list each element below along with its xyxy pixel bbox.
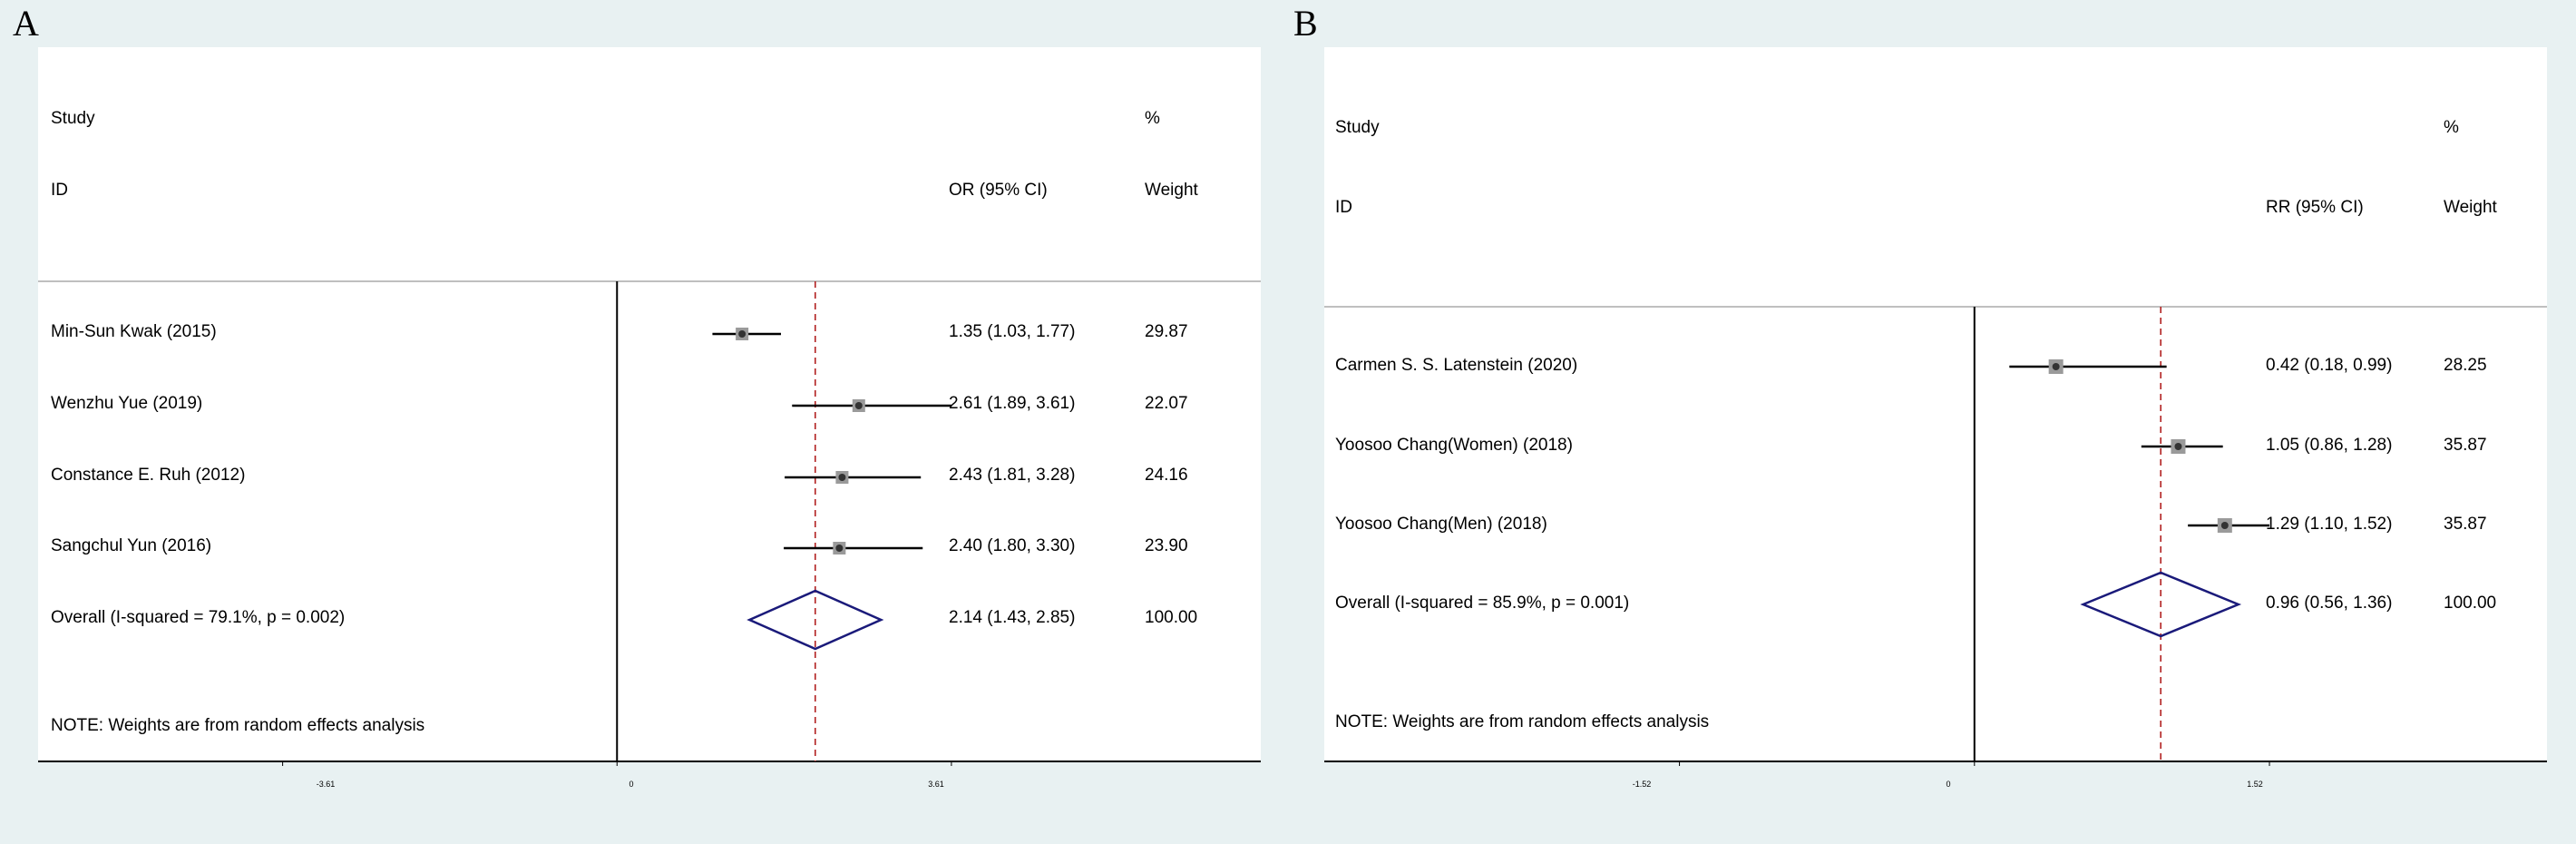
- header-weight: Weight: [1145, 181, 1198, 200]
- header-id: ID: [1335, 198, 1352, 217]
- overall-label: Overall (I-squared = 79.1%, p = 0.002): [51, 608, 346, 627]
- study-ci: 1.05 (0.86, 1.28): [2266, 436, 2393, 455]
- forest-plot-b: [1324, 47, 2547, 789]
- study-label: Min-Sun Kwak (2015): [51, 322, 217, 341]
- header-weight: Weight: [2444, 198, 2497, 217]
- header-effect: RR (95% CI): [2266, 198, 2364, 217]
- study-ci: 2.61 (1.89, 3.61): [949, 394, 1076, 413]
- study-weight: 22.07: [1145, 394, 1188, 413]
- header-study: Study: [51, 109, 95, 128]
- study-weight: 24.16: [1145, 466, 1188, 485]
- study-ci: 2.40 (1.80, 3.30): [949, 536, 1076, 555]
- header-effect: OR (95% CI): [949, 181, 1048, 200]
- panel-a-letter: A: [13, 3, 39, 44]
- study-label: Yoosoo Chang(Women) (2018): [1335, 436, 1573, 455]
- overall-label: Overall (I-squared = 85.9%, p = 0.001): [1335, 594, 1630, 613]
- study-ci: 1.35 (1.03, 1.77): [949, 322, 1076, 341]
- point-estimate: [2174, 443, 2181, 450]
- x-tick-label: -3.61: [316, 780, 336, 789]
- overall-weight: 100.00: [1145, 608, 1198, 627]
- overall-ci: 0.96 (0.56, 1.36): [2266, 594, 2393, 613]
- forest-plot-a: [38, 47, 1261, 789]
- header-percent: %: [1145, 109, 1160, 128]
- study-weight: 35.87: [2444, 436, 2487, 455]
- x-tick-label: 3.61: [928, 780, 944, 789]
- header-id: ID: [51, 181, 68, 200]
- x-tick-label: 1.52: [2247, 780, 2263, 789]
- x-tick-label: 0: [1946, 780, 1951, 789]
- forest-plot-a-graphics: [38, 47, 1261, 762]
- point-estimate: [2053, 363, 2060, 370]
- point-estimate: [855, 402, 863, 409]
- study-ci: 1.29 (1.10, 1.52): [2266, 515, 2393, 534]
- study-label: Wenzhu Yue (2019): [51, 394, 203, 413]
- point-estimate: [838, 474, 845, 481]
- study-label: Carmen S. S. Latenstein (2020): [1335, 356, 1578, 375]
- study-label: Constance E. Ruh (2012): [51, 466, 246, 485]
- forest-plot-b-graphics: [1324, 47, 2547, 762]
- header-study: Study: [1335, 118, 1380, 137]
- study-weight: 29.87: [1145, 322, 1188, 341]
- overall-weight: 100.00: [2444, 594, 2497, 613]
- footnote: NOTE: Weights are from random effects analysis: [51, 716, 425, 735]
- study-weight: 28.25: [2444, 356, 2487, 375]
- x-tick-label: -1.52: [1632, 780, 1652, 789]
- study-weight: 23.90: [1145, 536, 1188, 555]
- panel-b-letter: B: [1293, 3, 1318, 44]
- study-label: Sangchul Yun (2016): [51, 536, 212, 555]
- study-weight: 35.87: [2444, 515, 2487, 534]
- study-ci: 0.42 (0.18, 0.99): [2266, 356, 2393, 375]
- header-percent: %: [2444, 118, 2459, 137]
- study-label: Yoosoo Chang(Men) (2018): [1335, 515, 1547, 534]
- point-estimate: [835, 545, 843, 552]
- footnote: NOTE: Weights are from random effects analysis: [1335, 712, 1710, 731]
- study-ci: 2.43 (1.81, 3.28): [949, 466, 1076, 485]
- x-tick-label: 0: [629, 780, 634, 789]
- overall-ci: 2.14 (1.43, 2.85): [949, 608, 1076, 627]
- point-estimate: [2221, 522, 2229, 529]
- point-estimate: [738, 330, 746, 338]
